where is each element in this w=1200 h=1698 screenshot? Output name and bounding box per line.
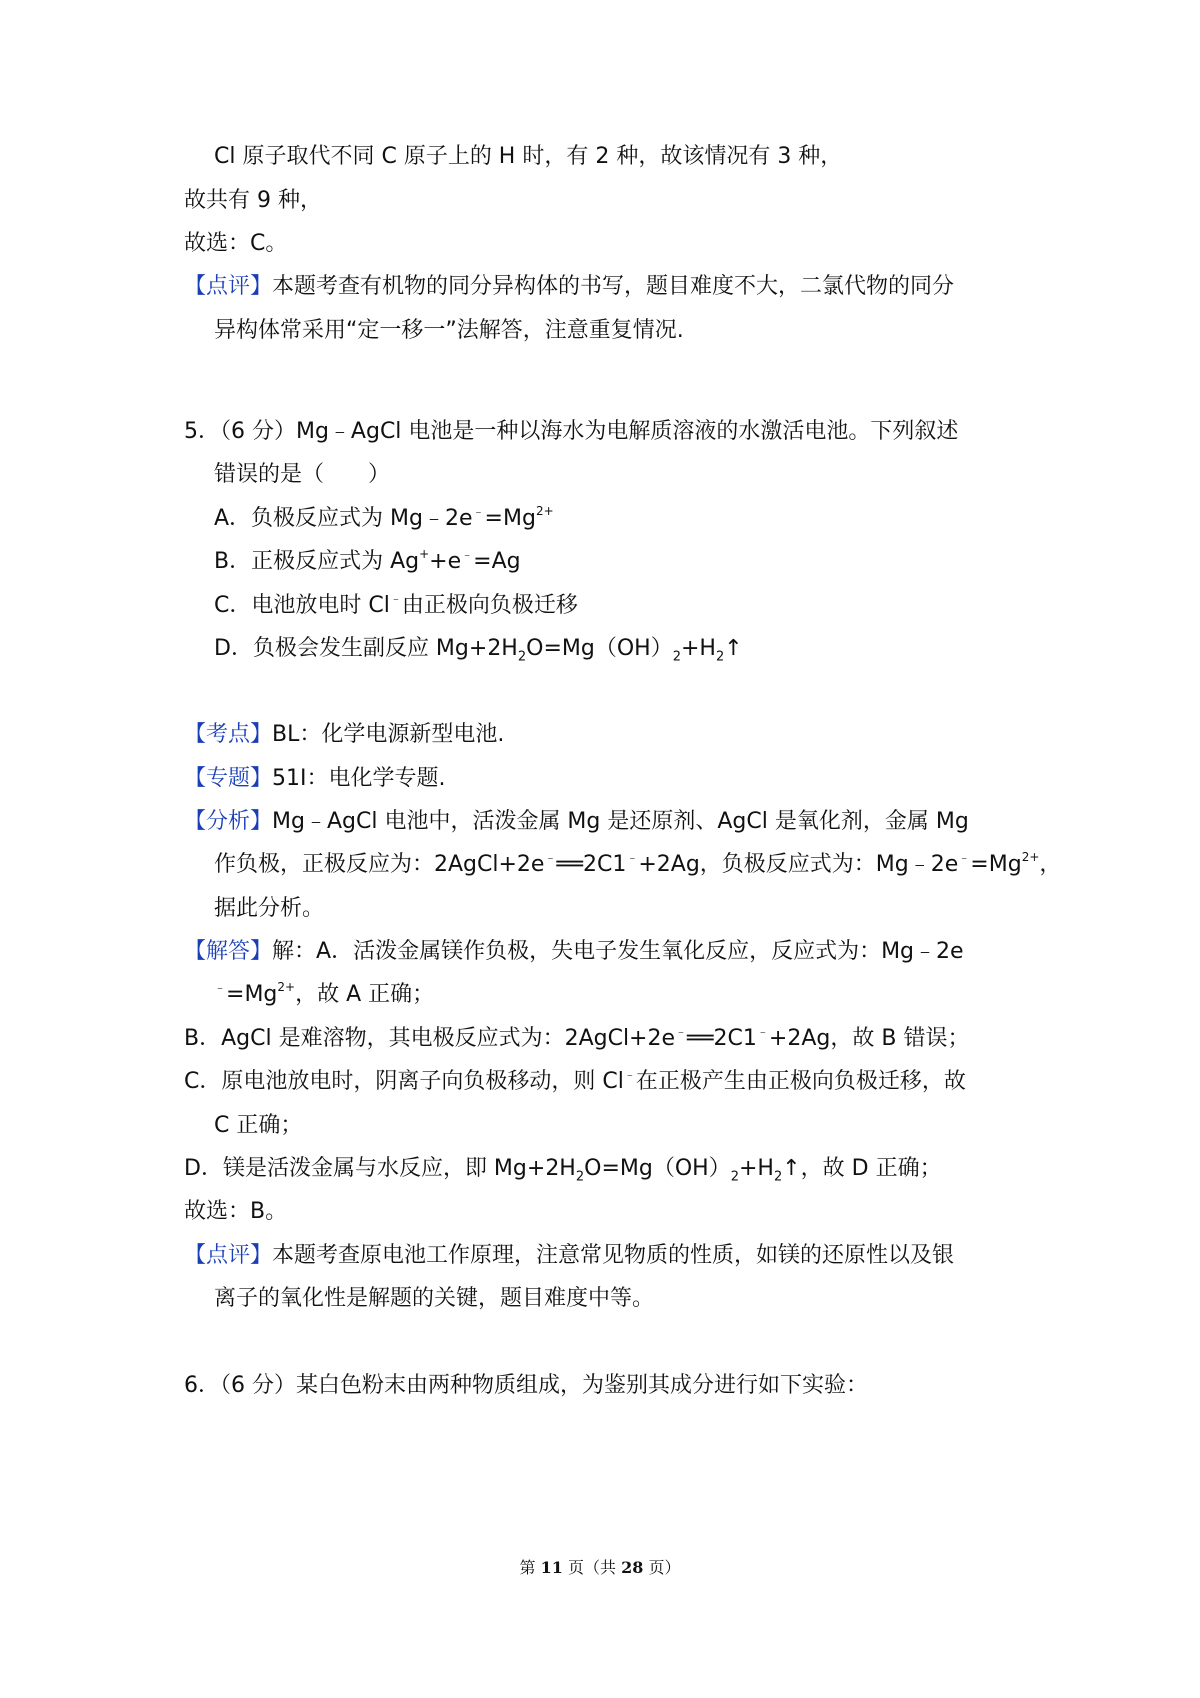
text-line bbox=[214, 980, 434, 1010]
analysis-tag: 【分析】 bbox=[184, 809, 273, 834]
text: ， bbox=[1039, 852, 1062, 877]
text: 故共有 9 种， bbox=[184, 188, 322, 213]
text-line bbox=[214, 1111, 302, 1141]
text: D．镁是活泼金属与水反应，即 Mg+2H bbox=[184, 1156, 576, 1181]
superscript: ﹣ bbox=[472, 503, 485, 518]
topic-tag: 【专题】 bbox=[184, 766, 273, 791]
knowledge-point bbox=[184, 720, 504, 750]
text: C 正确； bbox=[214, 1113, 303, 1138]
answer-line bbox=[184, 1197, 287, 1227]
text-line bbox=[214, 850, 1061, 880]
text: B．AgCl 是难溶物，其电极反应式为：2AgCl+2e bbox=[184, 1026, 676, 1051]
superscript: 2+ bbox=[277, 979, 296, 994]
review-tag: 【点评】 bbox=[184, 274, 273, 299]
text: =Mg bbox=[226, 982, 278, 1007]
text: 在正极产生由正极向负极迁移，故 bbox=[635, 1069, 966, 1094]
analysis-paragraph bbox=[184, 807, 969, 837]
option-b bbox=[214, 547, 521, 577]
answer-line: 故选：C。 bbox=[184, 231, 288, 256]
text: Cl 原子取代不同 C 原子上的 H 时，有 2 种，故该情况有 3 种， bbox=[214, 144, 843, 169]
text: 由正极向负极迁移 bbox=[401, 593, 578, 618]
text: 据此分析。 bbox=[214, 896, 325, 921]
review-paragraph bbox=[184, 272, 954, 302]
text-line bbox=[214, 316, 684, 346]
text: 离子的氧化性是解题的关键，题目难度中等。 bbox=[214, 1286, 655, 1311]
footer-text: 第 bbox=[519, 1558, 541, 1577]
text: ══2C1 bbox=[687, 1026, 757, 1051]
text: =Mg bbox=[484, 506, 536, 531]
superscript: 2+ bbox=[535, 503, 554, 518]
topic bbox=[184, 764, 446, 794]
text: C．电池放电时 Cl bbox=[214, 593, 390, 618]
text: +H bbox=[738, 1156, 774, 1181]
text: 异构体常采用“定一移一”法解答，注意重复情况. bbox=[214, 318, 684, 343]
text: 本题考查有机物的同分异构体的书写，题目难度不大，二氯代物的同分 bbox=[272, 274, 955, 299]
page-footer bbox=[0, 1556, 1200, 1580]
superscript: + bbox=[419, 546, 430, 561]
solution-tag: 【解答】 bbox=[184, 939, 273, 964]
text: C．原电池放电时，阴离子向负极移动，则 Cl bbox=[184, 1069, 624, 1094]
text: +2Ag，负极反应式为：Mg﹣2e bbox=[638, 852, 959, 877]
superscript: ﹣ bbox=[544, 849, 557, 864]
subscript: 2 bbox=[730, 1169, 739, 1185]
subscript: 2 bbox=[715, 649, 725, 665]
subscript: 2 bbox=[575, 1169, 585, 1185]
question-stem bbox=[184, 417, 958, 447]
text: O=Mg（OH） bbox=[584, 1156, 731, 1181]
superscript: ﹣ bbox=[675, 1023, 688, 1038]
subscript: 2 bbox=[672, 649, 681, 665]
text: O=Mg（OH） bbox=[526, 636, 673, 661]
text: ↑ bbox=[724, 636, 743, 661]
text: 本题考查原电池工作原理，注意常见物质的性质，如镁的还原性以及银 bbox=[272, 1243, 955, 1268]
text-line bbox=[184, 1067, 966, 1097]
text: D．负极会发生副反应 Mg+2H bbox=[214, 636, 518, 661]
text: ══2C1 bbox=[556, 852, 627, 877]
text: +H bbox=[680, 636, 716, 661]
subscript: 2 bbox=[773, 1169, 783, 1185]
text-line bbox=[184, 229, 287, 259]
text: =Mg bbox=[970, 852, 1022, 877]
superscript: ﹣ bbox=[623, 1066, 636, 1081]
question-stem bbox=[214, 460, 390, 490]
text: BL：化学电源新型电池. bbox=[272, 722, 505, 747]
text: 5．（6 分）Mg﹣AgCl 电池是一种以海水为电解质溶液的水激活电池。下列叙述 bbox=[184, 419, 959, 444]
footer-text: 页（共 bbox=[562, 1558, 622, 1577]
text-line bbox=[214, 1284, 654, 1314]
subscript: 2 bbox=[517, 649, 527, 665]
total-pages: 28 bbox=[621, 1558, 644, 1577]
option-a bbox=[214, 504, 554, 534]
superscript: ﹣ bbox=[214, 979, 227, 994]
text-line bbox=[214, 142, 842, 172]
text: 作负极，正极反应为：2AgCl+2e bbox=[214, 852, 545, 877]
superscript: ﹣ bbox=[461, 546, 474, 561]
option-d bbox=[214, 634, 743, 664]
text-line bbox=[184, 1024, 969, 1054]
text-line bbox=[184, 186, 322, 216]
review-paragraph bbox=[184, 1241, 954, 1271]
text: 6．（6 分）某白色粉末由两种物质组成，为鉴别其成分进行如下实验： bbox=[184, 1373, 868, 1398]
text: =Ag bbox=[473, 549, 521, 574]
text: B．正极反应式为 Ag bbox=[214, 549, 420, 574]
text-line bbox=[214, 894, 324, 924]
option-c bbox=[214, 591, 578, 621]
question-stem bbox=[184, 1371, 868, 1401]
text: A．负极反应式为 Mg﹣2e bbox=[214, 506, 473, 531]
text: 故选：B。 bbox=[184, 1199, 288, 1224]
text: +2Ag，故 B 错误； bbox=[768, 1026, 970, 1051]
text: +e bbox=[429, 549, 462, 574]
superscript: 2+ bbox=[1021, 849, 1040, 864]
knowledge-tag: 【考点】 bbox=[184, 722, 273, 747]
review-tag: 【点评】 bbox=[184, 1243, 273, 1268]
superscript: ﹣ bbox=[389, 590, 402, 605]
text: 错误的是（ ） bbox=[214, 462, 391, 487]
superscript: ﹣ bbox=[958, 849, 971, 864]
solution-paragraph bbox=[184, 937, 964, 967]
text: ↑，故 D 正确； bbox=[782, 1156, 942, 1181]
superscript: ﹣ bbox=[626, 849, 639, 864]
text: 解：A．活泼金属镁作负极，失电子发生氧化反应，反应式为：Mg﹣2e bbox=[272, 939, 964, 964]
footer-text: 页） bbox=[643, 1558, 681, 1577]
text: 51I：电化学专题. bbox=[272, 766, 446, 791]
text: Mg﹣AgCl 电池中，活泼金属 Mg 是还原剂、AgCl 是氧化剂，金属 Mg bbox=[272, 809, 969, 834]
superscript: ﹣ bbox=[756, 1023, 769, 1038]
page-number: 11 bbox=[540, 1558, 563, 1577]
text-line bbox=[184, 1154, 942, 1184]
text: ，故 A 正确； bbox=[295, 982, 435, 1007]
